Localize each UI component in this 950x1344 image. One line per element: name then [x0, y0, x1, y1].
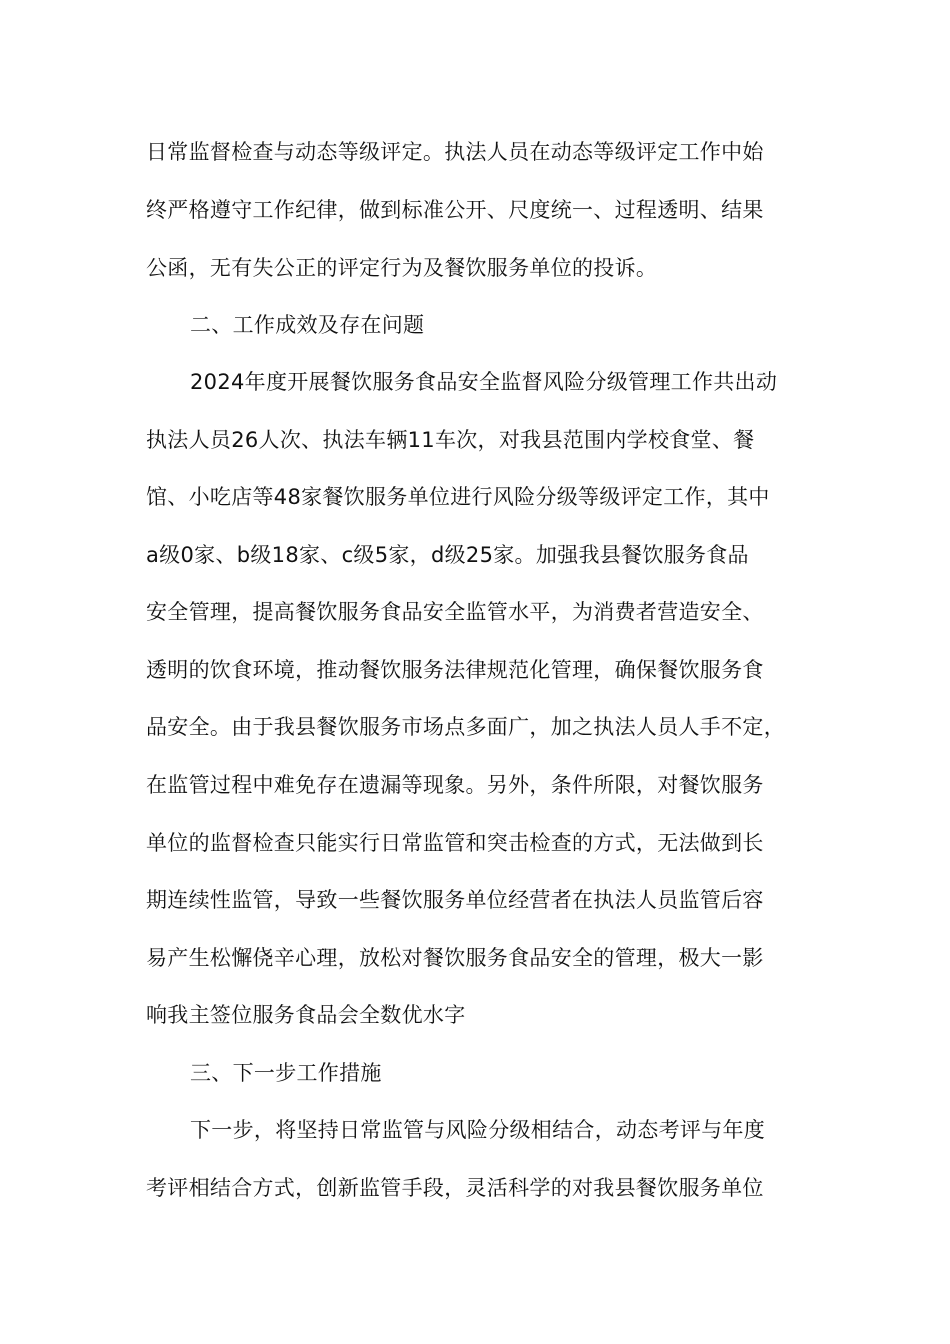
- text-line: 公函，无有失公正的评定行为及餐饮服务单位的投诉。: [146, 256, 658, 280]
- text-line: 2024年度开展餐饮服务食品安全监督风险分级管理工作共出动: [190, 370, 778, 394]
- text-line: 安全管理，提高餐饮服务食品安全监管水平，为消费者营造安全、: [146, 600, 764, 624]
- text-line: 考评相结合方式，创新监管手段，灵活科学的对我县餐饮服务单位: [146, 1176, 764, 1200]
- text-line: 终严格遵守工作纪律，做到标准公开、尺度统一、过程透明、结果: [146, 198, 764, 222]
- section-heading: 二、工作成效及存在问题: [190, 313, 425, 337]
- text-line: a级0家、b级18家、c级5家，d级25家。加强我县餐饮服务食品: [146, 543, 749, 567]
- text-line: 响我主签位服务食品会全数优水字: [146, 1003, 466, 1027]
- section-heading: 三、下一步工作措施: [190, 1061, 382, 1085]
- text-line: 下一步，将坚持日常监管与风险分级相结合，动态考评与年度: [190, 1118, 766, 1142]
- text-line: 在监管过程中难免存在遗漏等现象。另外，条件所限，对餐饮服务: [146, 773, 764, 797]
- text-line: 馆、小吃店等48家餐饮服务单位进行风险分级等级评定工作，其中: [146, 485, 770, 509]
- text-line: 期连续性监管，导致一些餐饮服务单位经营者在执法人员监管后容: [146, 888, 764, 912]
- text-line: 品安全。由于我县餐饮服务市场点多面广，加之执法人员人手不定，: [146, 715, 785, 739]
- text-line: 单位的监督检查只能实行日常监管和突击检查的方式，无法做到长: [146, 831, 764, 855]
- text-line: 日常监督检查与动态等级评定。执法人员在动态等级评定工作中始: [146, 140, 764, 164]
- text-line: 执法人员26人次、执法车辆11车次，对我县范围内学校食堂、餐: [146, 428, 755, 452]
- text-line: 易产生松懈侥辛心理，放松对餐饮服务食品安全的管理，极大一影: [146, 946, 764, 970]
- text-line: 透明的饮食环境，推动餐饮服务法律规范化管理，确保餐饮服务食: [146, 658, 764, 682]
